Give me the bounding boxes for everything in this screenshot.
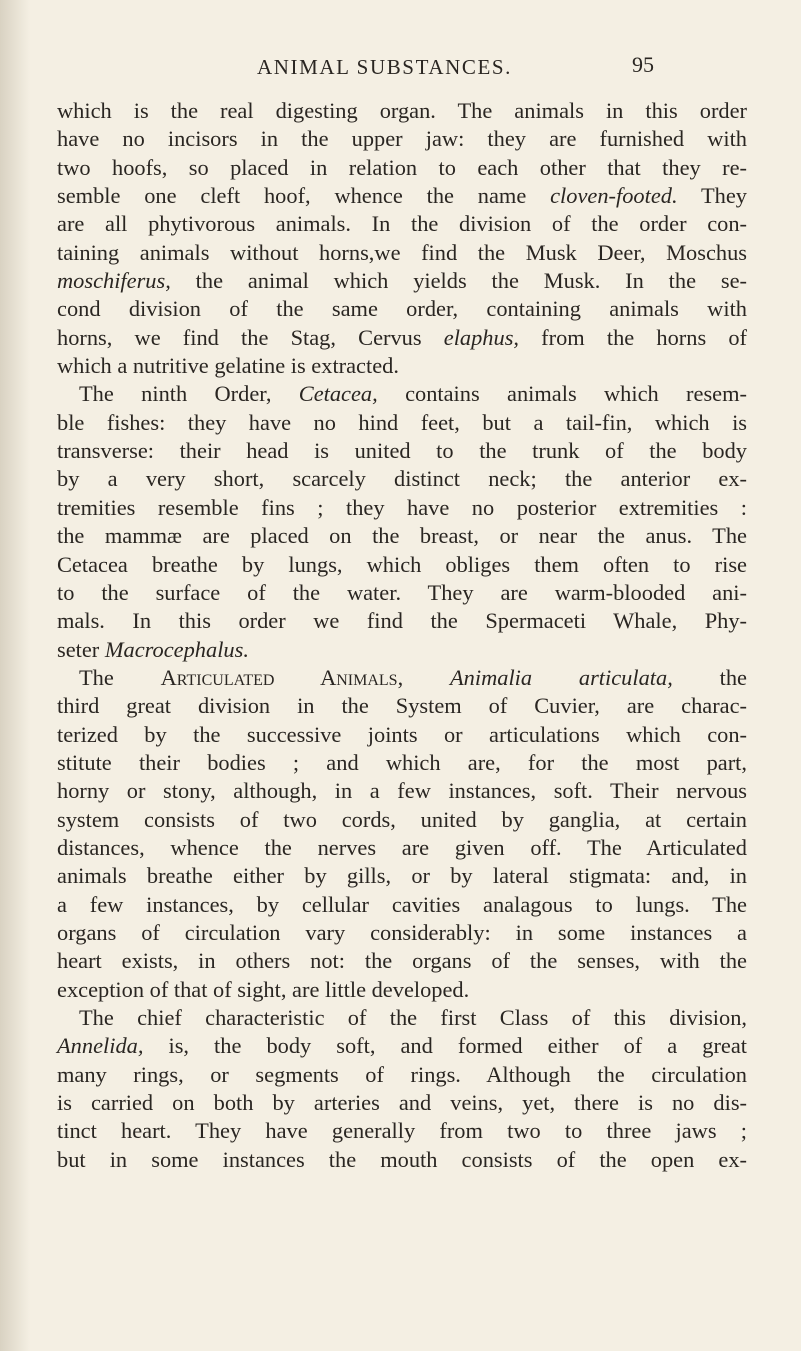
text-run: a few instances, by cellular cavities analagous to lungs. The [57, 891, 747, 917]
text-line [57, 834, 747, 862]
italic-run: Animalia articulata, [449, 664, 673, 690]
text-run: heart exists, in others not: the organs of the senses, with the [57, 948, 747, 974]
text-line [57, 1061, 747, 1089]
text-run: stitute their bodies ; and which are, for the most part, [57, 749, 747, 775]
text-line [57, 1117, 747, 1145]
text-run: cond division of the same order, containing animals with [57, 296, 747, 322]
text-run: distances, whence the nerves are given off. The Articulated [57, 834, 747, 860]
text-line [57, 324, 747, 352]
text-run: taining animals without horns,we find the Musk Deer, Moschus [57, 239, 747, 265]
text-run: third great division in the System of Cuvier, are charac- [57, 693, 747, 719]
text-run: They [677, 183, 747, 209]
text-run: The ninth Order, [79, 381, 299, 407]
text-line [57, 947, 747, 975]
text-line [57, 806, 747, 834]
text-run: mals. In this order we find the Spermaceti Whale, Phy- [57, 608, 747, 634]
text-run: animals breathe either by gills, or by lateral stigmata: and, in [57, 863, 747, 889]
italic-run: elaphus, [443, 324, 520, 350]
text-run: to the surface of the water. They are warm-blooded ani- [57, 579, 747, 605]
page-number: 95 [632, 52, 654, 77]
text-line [57, 607, 747, 635]
text-run: is carried on both by arteries and veins, yet, there is no dis- [57, 1090, 747, 1116]
text-line [57, 579, 747, 607]
text-run: the [672, 664, 747, 690]
running-head: ANIMAL SUBSTANCES. [257, 55, 513, 79]
text-run: transverse: their head is united to the trunk of the body [57, 438, 747, 464]
text-line [57, 494, 747, 522]
text-run: two hoofs, so placed in relation to each other that they re- [57, 154, 747, 180]
text-line [57, 352, 747, 380]
text-line [57, 862, 747, 890]
text-line [57, 919, 747, 947]
text-run [403, 665, 450, 690]
page-header [0, 52, 801, 85]
text-line [57, 267, 747, 295]
text-line [57, 749, 747, 777]
text-run: The chief characteristic of the first Class of this division, [79, 1005, 747, 1030]
text-run: Cetacea breathe by lungs, which obliges them often to rise [57, 551, 747, 577]
italic-run: moschiferus, [57, 268, 171, 294]
text-line [57, 522, 747, 550]
text-line [57, 551, 747, 579]
text-line [57, 465, 747, 493]
text-line [57, 891, 747, 919]
text-line [57, 437, 747, 465]
text-line [57, 692, 747, 720]
text-line [57, 976, 747, 1004]
text-run: is, the body soft, and formed either of a great [143, 1033, 747, 1059]
text-run: by a very short, scarcely distinct neck; the anterior ex- [57, 466, 747, 492]
text-run: contains animals which resem- [377, 381, 747, 407]
text-line [57, 125, 747, 153]
text-run: tremities resemble fins ; they have no posterior extremities : [57, 494, 747, 520]
italic-run: Macrocephalus. [104, 636, 249, 662]
small-caps-run: Articulated Animals, [160, 664, 404, 690]
italic-run: Annelida, [57, 1033, 144, 1059]
text-run: horny or stony, although, in a few instances, soft. Their nervous [57, 778, 747, 804]
text-line [57, 777, 747, 805]
gutter-shadow [0, 0, 30, 1351]
text-line [57, 97, 747, 125]
body-text [57, 97, 747, 1174]
text-line [57, 721, 747, 749]
text-run: have no incisors in the upper jaw: they are furnished with [57, 126, 747, 152]
text-line [57, 636, 747, 664]
italic-run: Cetacea, [298, 381, 378, 407]
text-line [57, 154, 747, 182]
text-line [57, 409, 747, 437]
text-run: the animal which yields the Musk. In the se- [170, 268, 747, 294]
text-line [57, 380, 747, 408]
text-run: but in some instances the mouth consists of the open ex- [57, 1146, 747, 1172]
text-run: semble one cleft hoof, whence the name [57, 183, 551, 209]
text-run: the mammæ are placed on the breast, or near the anus. The [57, 523, 747, 549]
text-run: many rings, or segments of rings. Although the circulation [57, 1061, 747, 1087]
text-run: terized by the successive joints or articulations which con- [57, 721, 747, 747]
text-run: from the horns of [519, 324, 747, 350]
text-line [57, 1032, 747, 1060]
text-run: which a nutritive gelatine is extracted. [57, 353, 399, 379]
text-line [57, 182, 747, 210]
text-run: are all phytivorous animals. In the division of the order con- [57, 211, 747, 237]
text-line [57, 239, 747, 267]
text-run: exception of that of sight, are little developed. [57, 976, 470, 1002]
italic-run: cloven-footed. [550, 183, 678, 209]
text-line [57, 1146, 747, 1174]
text-run: horns, we find the Stag, Cervus [57, 324, 444, 350]
text-line [57, 295, 747, 323]
text-run: The [79, 664, 161, 690]
text-run: which is the real digesting organ. The animals in this order [57, 98, 747, 123]
text-line [57, 1089, 747, 1117]
text-line [57, 210, 747, 238]
text-line [57, 664, 747, 692]
text-run: system consists of two cords, united by ganglia, at certain [57, 806, 747, 832]
text-run: ble fishes: they have no hind feet, but a tail-fin, which is [57, 409, 747, 435]
text-run: seter [57, 636, 105, 662]
text-line [57, 1004, 747, 1032]
text-run: tinct heart. They have generally from two to three jaws ; [57, 1118, 747, 1144]
text-run: organs of circulation vary considerably: in some instances a [57, 919, 747, 945]
